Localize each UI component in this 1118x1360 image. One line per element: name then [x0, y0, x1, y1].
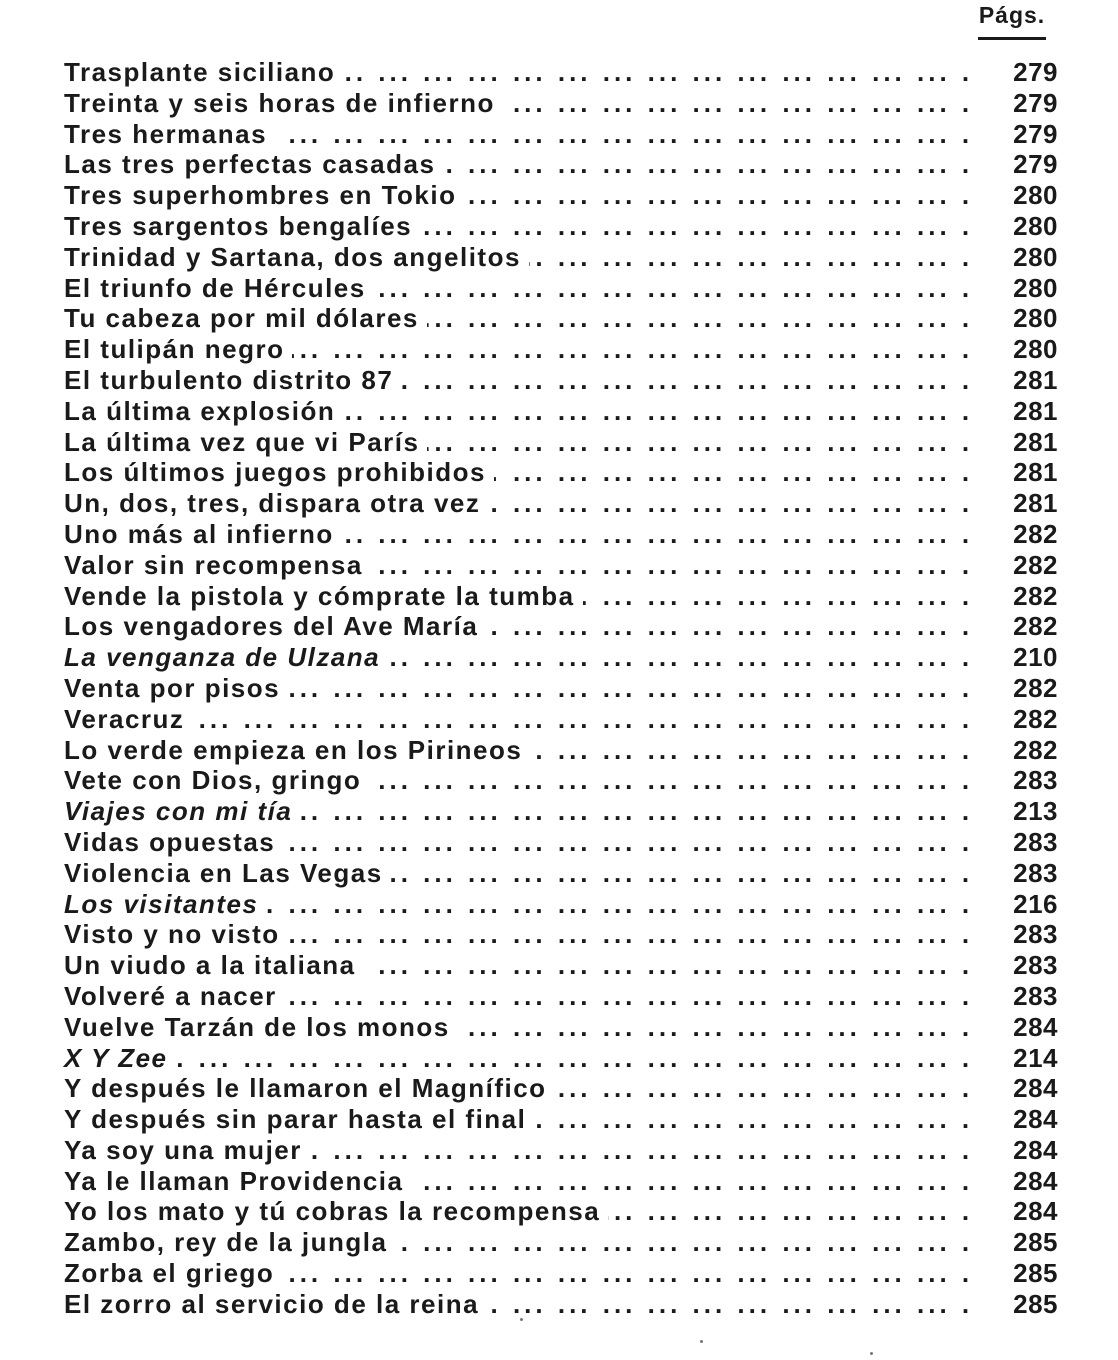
entry-title: Los vengadores del Ave María: [64, 611, 486, 641]
entry-title: El turbulento distrito 87: [64, 365, 401, 395]
index-entry: [64, 242, 1062, 273]
index-entry: [64, 889, 1062, 920]
index-entry: [64, 519, 1062, 550]
entry-page-number: 282: [988, 581, 1058, 612]
scan-speck: [700, 1340, 703, 1343]
entry-page-number: 284: [988, 1073, 1058, 1104]
entry-page-number: 280: [988, 273, 1058, 304]
index-entry: [64, 642, 1062, 673]
pages-label: Págs.: [978, 2, 1046, 28]
index-entry: [64, 396, 1062, 427]
entry-title: Tres hermanas: [64, 119, 275, 149]
entry-title: X Y Zee: [64, 1043, 176, 1073]
dot-leader: [64, 704, 972, 735]
entry-title: La última vez que vi París: [64, 427, 427, 457]
entry-title: Y después le llamaron el Magnífico: [64, 1073, 555, 1103]
entry-title: Viajes con mi tía: [64, 796, 300, 826]
entry-page-number: 282: [988, 550, 1058, 581]
entry-page-number: 282: [988, 704, 1058, 735]
index-entry: [64, 211, 1062, 242]
index-entry: [64, 1258, 1062, 1289]
entry-title: Un viudo a la italiana: [64, 950, 364, 980]
index-entry: [64, 149, 1062, 180]
entry-title: Un, dos, tres, dispara otra vez: [64, 488, 488, 518]
entry-title: Vidas opuestas: [64, 827, 283, 857]
header-rule: [978, 37, 1046, 40]
index-entry: [64, 1166, 1062, 1197]
entry-title: Vende la pistola y cómprate la tumba: [64, 581, 583, 611]
entry-title: El triunfo de Hércules: [64, 273, 374, 303]
entry-page-number: 282: [988, 611, 1058, 642]
entry-page-number: 281: [988, 457, 1058, 488]
entry-page-number: 280: [988, 211, 1058, 242]
entry-page-number: 281: [988, 488, 1058, 519]
index-entry: [64, 981, 1062, 1012]
entry-title: Veracruz: [64, 704, 192, 734]
entry-title: Visto y no visto: [64, 919, 288, 949]
index-entry: [64, 119, 1062, 150]
entry-page-number: 213: [988, 796, 1058, 827]
entry-page-number: 280: [988, 303, 1058, 334]
entry-page-number: 280: [988, 334, 1058, 365]
entry-title: Trasplante siciliano: [64, 57, 343, 87]
entry-page-number: 284: [988, 1012, 1058, 1043]
entry-page-number: 284: [988, 1196, 1058, 1227]
entry-title: Vuelve Tarzán de los monos: [64, 1012, 458, 1042]
entry-page-number: 279: [988, 119, 1058, 150]
index-entry: [64, 919, 1062, 950]
entry-title: Tu cabeza por mil dólares: [64, 303, 427, 333]
index-entry: [64, 704, 1062, 735]
index-entry: [64, 488, 1062, 519]
index-entry: [64, 180, 1062, 211]
entry-page-number: 279: [988, 88, 1058, 119]
entry-page-number: 279: [988, 149, 1058, 180]
index-entry: [64, 57, 1062, 88]
page-column-header: [962, 2, 1062, 40]
index-entry: [64, 765, 1062, 796]
entry-title: Violencia en Las Vegas: [64, 858, 391, 888]
entry-page-number: 214: [988, 1043, 1058, 1074]
index-entry: [64, 427, 1062, 458]
entry-title: Yo los mato y tú cobras la recompensa: [64, 1196, 608, 1226]
entry-page-number: 216: [988, 889, 1058, 920]
entry-page-number: 281: [988, 427, 1058, 458]
entry-title: Treinta y seis horas de infierno: [64, 88, 503, 118]
index-entry: [64, 1227, 1062, 1258]
index-entry: [64, 457, 1062, 488]
entry-page-number: 283: [988, 950, 1058, 981]
index-entry: [64, 1073, 1062, 1104]
scan-speck: [870, 1352, 873, 1355]
entry-title: Las tres perfectas casadas: [64, 149, 443, 179]
entry-title: Volveré a nacer: [64, 981, 285, 1011]
entry-title: Ya soy una mujer: [64, 1135, 310, 1165]
entry-page-number: 280: [988, 180, 1058, 211]
entry-page-number: 281: [988, 365, 1058, 396]
entry-title: Valor sin recompensa: [64, 550, 371, 580]
entry-page-number: 284: [988, 1104, 1058, 1135]
entry-page-number: 283: [988, 827, 1058, 858]
index-entry: [64, 827, 1062, 858]
entry-title: Los visitantes: [64, 889, 266, 919]
entry-title: Tres superhombres en Tokio: [64, 180, 465, 210]
entry-page-number: 284: [988, 1166, 1058, 1197]
entry-page-number: 283: [988, 858, 1058, 889]
index-entry: [64, 365, 1062, 396]
index-entry: [64, 334, 1062, 365]
index-entry: [64, 1289, 1062, 1320]
entry-page-number: 283: [988, 919, 1058, 950]
entry-page-number: 282: [988, 519, 1058, 550]
entry-title: Ya le llaman Providencia: [64, 1166, 411, 1196]
index-entry: [64, 735, 1062, 766]
entry-title: Tres sargentos bengalíes: [64, 211, 420, 241]
entry-title: Zambo, rey de la jungla: [64, 1227, 395, 1257]
entry-page-number: 210: [988, 642, 1058, 673]
entry-title: El zorro al servicio de la reina: [64, 1289, 487, 1319]
entry-title: Vete con Dios, gringo: [64, 765, 369, 795]
entry-title: Los últimos juegos prohibidos: [64, 457, 494, 487]
entry-page-number: 285: [988, 1258, 1058, 1289]
dot-leader: [64, 1043, 972, 1074]
entry-title: Zorba el griego: [64, 1258, 282, 1288]
index-entry: [64, 303, 1062, 334]
entry-page-number: 284: [988, 1135, 1058, 1166]
entry-title: Uno más al infierno: [64, 519, 342, 549]
entry-title: Venta por pisos: [64, 673, 288, 703]
title-index-list: [64, 57, 1062, 1320]
index-entry: [64, 611, 1062, 642]
entry-title: Trinidad y Sartana, dos angelitos: [64, 242, 529, 272]
index-entry: [64, 581, 1062, 612]
index-entry: [64, 1043, 1062, 1074]
entry-page-number: 283: [988, 981, 1058, 1012]
index-entry: [64, 1104, 1062, 1135]
index-entry: [64, 950, 1062, 981]
entry-page-number: 282: [988, 673, 1058, 704]
index-entry: [64, 1135, 1062, 1166]
index-entry: [64, 1196, 1062, 1227]
entry-title: El tulipán negro: [64, 334, 292, 364]
entry-title: Lo verde empieza en los Pirineos: [64, 735, 530, 765]
index-entry: [64, 1012, 1062, 1043]
entry-page-number: 281: [988, 396, 1058, 427]
entry-page-number: 280: [988, 242, 1058, 273]
entry-page-number: 283: [988, 765, 1058, 796]
index-entry: [64, 673, 1062, 704]
entry-title: La venganza de Ulzana: [64, 642, 388, 672]
entry-title: Y después sin parar hasta el final: [64, 1104, 534, 1134]
index-entry: [64, 796, 1062, 827]
entry-page-number: 285: [988, 1227, 1058, 1258]
index-entry: [64, 550, 1062, 581]
entry-page-number: 285: [988, 1289, 1058, 1320]
entry-page-number: 282: [988, 735, 1058, 766]
entry-title: La última explosión: [64, 396, 343, 426]
index-entry: [64, 88, 1062, 119]
entry-page-number: 279: [988, 57, 1058, 88]
index-entry: [64, 858, 1062, 889]
index-entry: [64, 273, 1062, 304]
